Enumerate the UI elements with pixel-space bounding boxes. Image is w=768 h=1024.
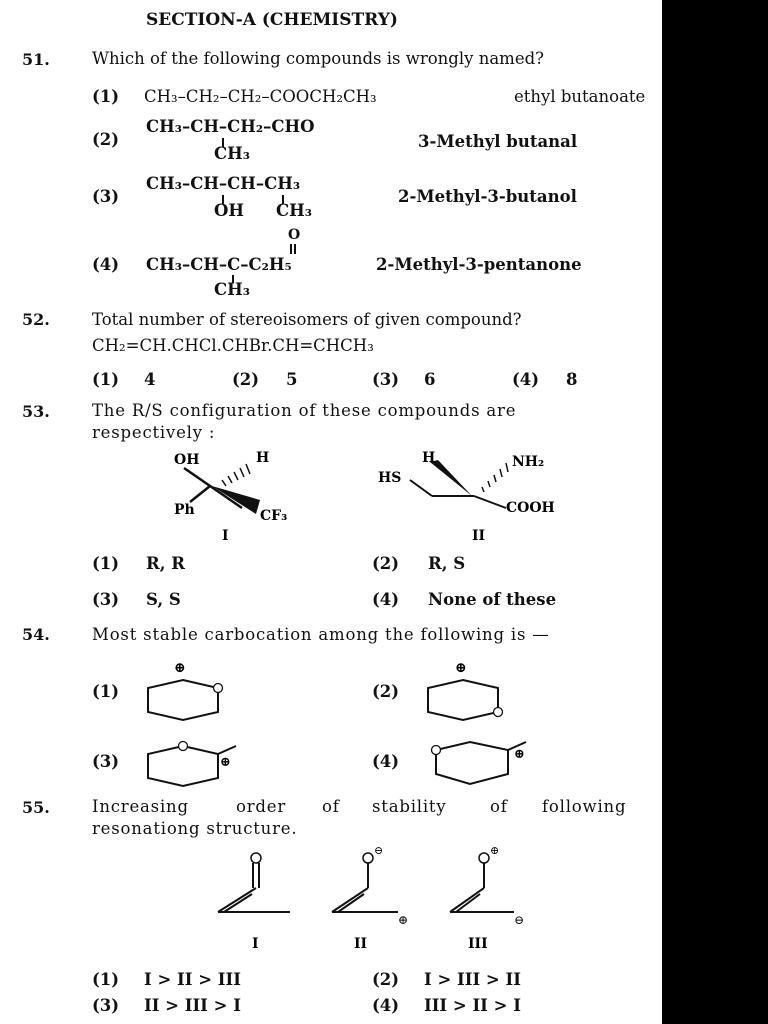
q52-opt2-value: 5 xyxy=(286,370,298,389)
q51-opt3-substituent-oh: OH xyxy=(214,201,244,220)
q55-structure-iii xyxy=(450,844,524,952)
q51-question: Which of the following compounds is wrongly named? xyxy=(92,49,544,68)
q54-opt1-plus-charge: ⊕ xyxy=(174,660,186,676)
q55-number: 55. xyxy=(22,798,50,817)
q53-mol2-h-label: H xyxy=(422,450,436,466)
q52-opt4-number: (4) xyxy=(512,370,540,389)
q54-opt3-plus-charge: ⊕ xyxy=(220,755,231,770)
q52-number: 52. xyxy=(22,310,50,329)
q54-number: 54. xyxy=(22,625,50,644)
q51-opt3-name: 2-Methyl-3-butanol xyxy=(398,187,577,206)
q54-opt2-plus-charge: ⊕ xyxy=(455,660,467,676)
q51-opt2-number: (2) xyxy=(92,130,120,149)
q55-opt4-number: (4) xyxy=(372,996,400,1015)
q53-opt3-value: S, S xyxy=(146,590,181,609)
q51-opt3-formula: CH₃–CH–CH–CH₃ xyxy=(146,174,301,193)
q53-opt2-value: R, S xyxy=(428,554,466,573)
q52-opt3-value: 6 xyxy=(424,370,436,389)
q53-molecule-i xyxy=(174,450,287,544)
q53-mol2-cooh-label: COOH xyxy=(506,500,555,516)
q54-opt1-oxygen-icon xyxy=(214,684,223,693)
q53-mol1-label: I xyxy=(222,528,229,544)
q55-str1-label: I xyxy=(252,936,259,952)
q54-opt3-oxygen-icon xyxy=(179,742,188,751)
q55-word-5: of xyxy=(490,797,508,816)
q55-str2-minus-charge: ⊖ xyxy=(374,844,384,857)
q53-opt2-number: (2) xyxy=(372,554,400,573)
q55-word-2: order xyxy=(236,797,287,816)
q53-mol1-h-label: H xyxy=(256,450,270,466)
q53-mol1-cf3-label: CF₃ xyxy=(260,508,288,524)
q53-mol1-oh-label: OH xyxy=(174,452,200,468)
q55-opt4-value: III > II > I xyxy=(424,996,521,1015)
q51-opt3-substituent-ch3: CH₃ xyxy=(276,201,312,220)
q55-structure-i xyxy=(218,853,290,952)
q54-opt2-number: (2) xyxy=(372,682,400,701)
q52-opt1-value: 4 xyxy=(144,370,156,389)
section-title: SECTION-A (CHEMISTRY) xyxy=(146,10,398,30)
q53-molecule-ii xyxy=(378,450,555,544)
q54-question: Most stable carbocation among the following is — xyxy=(92,625,550,644)
q54-ring-structures xyxy=(0,650,662,790)
q54-opt3-ring xyxy=(148,742,236,787)
q52-formula: CH₂=CH.CHCl.CHBr.CH=CHCH₃ xyxy=(92,336,374,355)
q51-opt4-number: (4) xyxy=(92,255,120,274)
q52-opt2-number: (2) xyxy=(232,370,260,389)
q51-opt4-substituent: CH₃ xyxy=(214,280,250,299)
q53-mol2-nh2-label: NH₂ xyxy=(512,454,545,470)
q55-str2-plus-charge: ⊕ xyxy=(398,913,409,927)
q55-opt1-value: I > II > III xyxy=(144,970,241,989)
q51-opt4-double-bond-a xyxy=(290,244,292,254)
q54-opt2-oxygen-icon xyxy=(494,708,503,717)
q54-opt1-ring xyxy=(148,660,223,720)
q54-opt2-ring xyxy=(428,660,503,720)
q55-question-line2: resonationg structure. xyxy=(92,819,298,838)
q55-str3-oxygen-icon xyxy=(479,853,489,863)
q55-opt2-value: I > III > II xyxy=(424,970,521,989)
q54-opt4-plus-charge: ⊕ xyxy=(514,747,525,762)
q55-str2-label: II xyxy=(354,936,368,952)
q51-opt4-name: 2-Methyl-3-pentanone xyxy=(376,255,582,274)
q51-opt2-formula: CH₃–CH–CH₂–CHO xyxy=(146,117,315,136)
q52-opt3-number: (3) xyxy=(372,370,400,389)
q54-opt1-number: (1) xyxy=(92,682,120,701)
q52-opt4-value: 8 xyxy=(566,370,578,389)
q51-opt2-substituent: CH₃ xyxy=(214,144,250,163)
q51-opt4-oxygen: O xyxy=(288,227,301,243)
q53-opt3-number: (3) xyxy=(92,590,120,609)
q55-opt3-value: II > III > I xyxy=(144,996,241,1015)
q55-str3-label: III xyxy=(468,936,488,952)
q54-opt4-ring xyxy=(432,742,527,784)
q53-mol2-label: II xyxy=(472,528,486,544)
q53-question-line1: The R/S configuration of these compounds are xyxy=(92,401,517,420)
q55-str3-plus-charge: ⊕ xyxy=(490,844,500,857)
q55-opt2-number: (2) xyxy=(372,970,400,989)
q54-opt3-number: (3) xyxy=(92,752,120,771)
q53-structures xyxy=(0,440,662,550)
q55-opt1-number: (1) xyxy=(92,970,120,989)
q53-opt4-number: (4) xyxy=(372,590,400,609)
q55-str3-minus-charge: ⊖ xyxy=(514,913,525,927)
q52-question: Total number of stereoisomers of given compound? xyxy=(92,310,522,329)
q51-opt2-name: 3-Methyl butanal xyxy=(418,132,578,151)
q51-number: 51. xyxy=(22,50,50,69)
q51-opt4-double-bond-b xyxy=(294,244,296,254)
q51-opt1-formula: CH₃–CH₂–CH₂–COOCH₂CH₃ xyxy=(144,87,377,106)
q53-question-line2: respectively : xyxy=(92,423,216,442)
q53-opt1-number: (1) xyxy=(92,554,120,573)
q55-resonance-structures xyxy=(0,836,662,956)
q51-opt4-formula: CH₃–CH–C–C₂H₅ xyxy=(146,255,292,274)
q53-opt4-value: None of these xyxy=(428,590,557,609)
q55-word-1: Increasing xyxy=(92,797,189,816)
q55-str1-oxygen-icon xyxy=(251,853,261,863)
q54-opt4-number: (4) xyxy=(372,752,400,771)
q52-opt1-number: (1) xyxy=(92,370,120,389)
q51-opt1-name: ethyl butanoate xyxy=(514,87,646,106)
q55-opt3-number: (3) xyxy=(92,996,120,1015)
q51-opt3-number: (3) xyxy=(92,187,120,206)
q51-opt1-number: (1) xyxy=(92,87,120,106)
q55-word-3: of xyxy=(322,797,340,816)
q55-word-4: stability xyxy=(372,797,447,816)
q53-opt1-value: R, R xyxy=(146,554,185,573)
q54-opt4-oxygen-icon xyxy=(432,746,441,755)
q53-mol2-hs-label: HS xyxy=(378,470,402,486)
q55-word-6: following xyxy=(542,797,627,816)
q55-str2-oxygen-icon xyxy=(363,853,373,863)
q53-mol1-ph-label: Ph xyxy=(174,502,195,518)
q53-number: 53. xyxy=(22,402,50,421)
q55-structure-ii xyxy=(332,844,408,952)
